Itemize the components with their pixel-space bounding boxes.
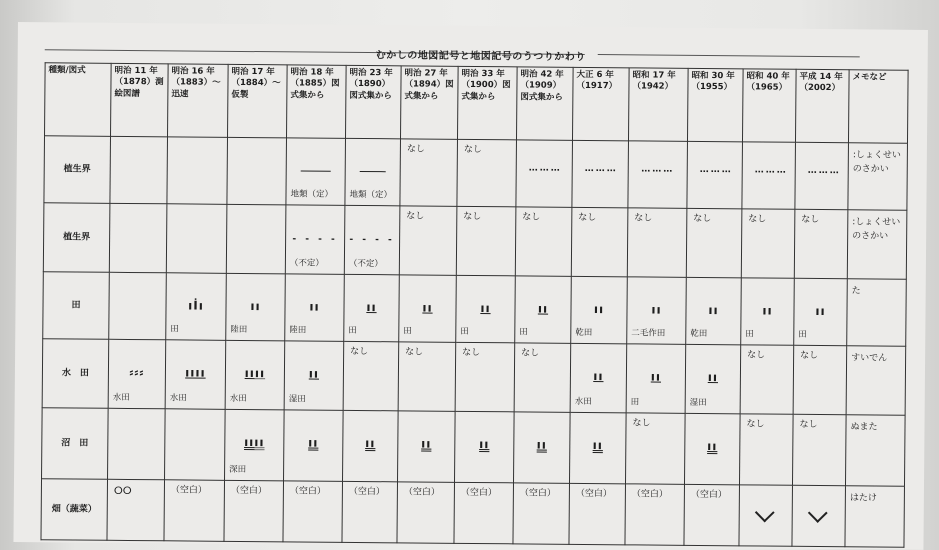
header-row [45, 63, 909, 144]
row-header: 沼 田 [42, 408, 109, 480]
table-cell [684, 413, 740, 484]
table-cell: ıı 陸田 [285, 274, 345, 342]
col-header: メモなど [848, 70, 908, 144]
memo-cell: :しょくせいのさかい [847, 210, 907, 280]
table-cell: （空白） [224, 480, 284, 542]
table-cell: （空白） [625, 484, 685, 546]
col-header: 種類/図式 [45, 63, 112, 137]
col-header: 明治 16 年（1883）～迅速 [168, 64, 229, 138]
paddy-symbol: ıııı [185, 365, 206, 380]
col-header: 明治 18 年（1885）図式集から [286, 65, 346, 139]
col-header: 平成 14 年（2002） [795, 69, 849, 142]
table-cell: ıı 湿田 [284, 341, 344, 411]
rice-field-symbol: ıı [762, 303, 773, 318]
table-cell: ıı 田 [741, 278, 795, 345]
table-cell: ıı 乾田 [571, 276, 628, 343]
table-cell: （空白） [397, 482, 455, 543]
col-header: 明治 17 年（1884）～仮製 [228, 64, 288, 138]
table-cell: ⸗⸗⸗ 水田 [108, 339, 166, 408]
row-header: 田 [43, 272, 110, 340]
table-cell: なし [793, 345, 847, 414]
table-cell: なし [741, 209, 795, 278]
table-cell: ıİı 田 [166, 273, 227, 341]
rice-field-symbol: ıı [309, 299, 320, 314]
table-cell: ıı 田 [399, 275, 457, 342]
rice-field-symbol: ıİı [188, 298, 204, 313]
table-cell [795, 142, 849, 209]
marsh-field-symbol: ıı [592, 438, 604, 453]
rice-field-symbol: ıı [815, 303, 826, 319]
rice-field-symbol: ıı [480, 301, 491, 316]
col-header: 明治 23 年（1890）図式集から [345, 65, 401, 138]
paddy-sketch-symbol: ⸗⸗⸗ [129, 364, 145, 380]
table-cell: ıııı 水田 [225, 340, 285, 410]
col-header: 昭和 40 年（1965） [742, 69, 796, 142]
paddy-symbol: ıı [707, 370, 719, 385]
field-v-symbol [808, 503, 828, 523]
marsh-field-symbol: ıııı [244, 434, 265, 450]
dashed-line-symbol: - - - - [349, 234, 395, 246]
field-v-symbol [755, 503, 775, 523]
dotted-line-symbol: ……… [807, 165, 841, 177]
marsh-field-symbol: ıı [421, 436, 432, 451]
table-cell: なし [514, 343, 571, 412]
row-header: 水 田 [42, 339, 109, 409]
rice-field-symbol: ıı [250, 299, 261, 314]
memo-cell: すいでん [846, 346, 906, 416]
table-row [41, 479, 904, 548]
rice-field-symbol: ıı [366, 300, 377, 315]
table-cell [454, 411, 514, 483]
table-cell: （空白） [454, 482, 514, 544]
table-cell [792, 485, 846, 546]
table-cell: （空白） [513, 483, 570, 544]
table-cell: （空白） [342, 481, 398, 542]
table-cell: ıııı 水田 [165, 340, 226, 410]
document-page [13, 22, 928, 550]
table-cell [742, 142, 796, 209]
table-row [42, 408, 906, 487]
dotted-line-symbol: ……… [754, 165, 788, 176]
table-cell [398, 411, 456, 482]
marsh-field-symbol: ıı [536, 437, 548, 452]
table-cell: なし [625, 413, 685, 485]
rice-field-symbol: ıı [537, 301, 549, 316]
table-cell: なし [740, 345, 794, 414]
table-cell: - - - - （不定） [344, 205, 400, 274]
table-cell: ıı 田 [344, 274, 400, 341]
table-cell: なし [571, 207, 628, 276]
table-cell: ıı 二毛作田 [627, 277, 687, 345]
table-cell: ıı 湿田 [685, 344, 741, 413]
marsh-field-symbol: ıı [365, 436, 376, 451]
table-cell: なし [399, 206, 457, 275]
table-cell: （空白） [684, 484, 740, 545]
table-cell: なし [792, 414, 846, 485]
table-cell: なし [343, 341, 399, 410]
col-header: 大正 6 年（1917） [572, 67, 629, 140]
header-rule-right [598, 54, 860, 57]
table-cell [739, 485, 793, 546]
table-cell: 地類（定） [345, 138, 401, 205]
table-cell: なし [515, 207, 572, 276]
memo-cell: ぬまた [845, 415, 905, 487]
paddy-symbol: ıııı [244, 365, 266, 381]
table-cell: ıı 田 [515, 276, 572, 343]
marsh-field-symbol: ıı [308, 435, 319, 450]
dashed-line-symbol: - - - - [292, 234, 338, 245]
table-row [42, 339, 906, 416]
col-header: 明治 42 年（1909）図式集から [516, 67, 573, 140]
table-cell [572, 140, 629, 207]
paddy-symbol: ıı [308, 366, 320, 381]
dotted-line-symbol: ……… [641, 164, 675, 175]
table-cell: ıı 陸田 [226, 273, 286, 341]
rice-field-symbol: ıı [422, 300, 433, 315]
col-header: 明治 11 年（1878）測絵図譜 [111, 63, 169, 136]
table-cell: なし [456, 206, 516, 276]
table-cell [569, 412, 626, 483]
table-cell [107, 479, 165, 540]
solid-line-symbol [301, 170, 331, 171]
table-cell: 地類（定） [286, 138, 346, 206]
table-cell [628, 141, 688, 209]
table-cell: ıı 水田 [570, 343, 627, 412]
dotted-line-symbol: ……… [528, 163, 562, 174]
table-cell: なし [627, 208, 687, 278]
table-cell: （空白） [569, 483, 626, 544]
memo-cell: はたけ [845, 486, 905, 548]
col-header: 昭和 17 年（1942） [628, 68, 688, 142]
col-header: 明治 27 年（1894）図式集から [400, 66, 458, 139]
rice-field-symbol: ıı [651, 302, 662, 317]
col-header: 明治 33 年（1900）図式集から [457, 66, 517, 140]
table-row [43, 272, 907, 347]
memo-cell: た [847, 279, 907, 347]
table-cell [687, 141, 743, 208]
table-cell: （空白） [164, 480, 225, 542]
table-cell: なし [400, 139, 458, 206]
table-cell: ıı 田 [794, 278, 848, 345]
row-header: 植生界 [44, 136, 111, 204]
table-cell [284, 410, 344, 482]
paddy-symbol: ıı [593, 369, 604, 384]
memo-cell: :しょくせいのさかい [848, 143, 908, 211]
rice-field-symbol: ıı [708, 303, 719, 318]
marsh-field-symbol: ıı [707, 439, 718, 454]
rice-field-symbol: ıı [593, 302, 605, 317]
table-cell: なし [739, 414, 793, 485]
symbol-history-table [40, 62, 908, 548]
table-cell: なし [455, 342, 515, 412]
dotted-line-symbol: ……… [699, 164, 733, 176]
marsh-field-symbol: ıı [479, 437, 490, 452]
table-cell [343, 410, 399, 481]
table-cell: なし [457, 139, 517, 207]
table-cell [516, 140, 573, 207]
table-cell: なし [398, 342, 456, 411]
table-cell: ıı 田 [626, 344, 686, 414]
table-cell: ıı 田 [456, 275, 516, 343]
table-title: むかしの地図記号と地図記号のうつりかわり [375, 50, 586, 63]
paddy-symbol: ıı [650, 369, 662, 384]
table-cell: （空白） [283, 481, 343, 543]
row-header: 畑（蔬菜） [41, 479, 108, 541]
table-cell: なし [686, 208, 742, 277]
table-row [44, 136, 908, 211]
row-header: 植生界 [43, 203, 110, 273]
table-cell: なし [794, 209, 848, 278]
table-cell: ıı 乾田 [686, 277, 742, 344]
col-header: 昭和 30 年（1955） [687, 68, 743, 141]
table-cell: ıııı 深田 [225, 409, 285, 481]
table-cell: - - - - （不定） [285, 205, 345, 275]
table-cell [513, 412, 570, 483]
dotted-line-symbol: ……… [584, 163, 618, 175]
solid-line-symbol [360, 171, 386, 172]
table-row [43, 203, 907, 280]
field-sketch-symbol: ⵔⵔ [113, 485, 132, 498]
